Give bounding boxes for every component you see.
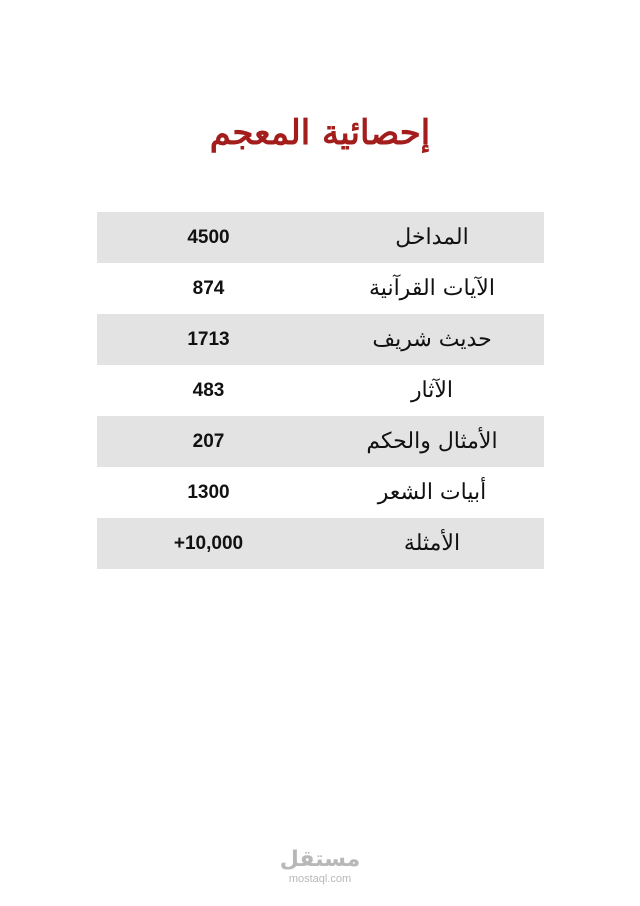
- table-row: [97, 212, 544, 263]
- row-value: +10,000: [173, 532, 244, 554]
- row-value: 1300: [187, 481, 230, 503]
- row-value: 4500: [187, 226, 230, 248]
- watermark-arabic: مستقل: [279, 847, 361, 872]
- row-label: المداخل: [395, 225, 469, 250]
- page-title: إحصائية المعجم: [209, 113, 431, 153]
- row-value: 207: [192, 430, 225, 452]
- table-row: [97, 263, 544, 314]
- row-label: الآثار: [410, 378, 454, 403]
- table-row: [97, 365, 544, 416]
- row-label: الآيات القرآنية: [369, 276, 495, 301]
- row-label: أبيات الشعر: [377, 480, 487, 505]
- watermark-logo: [270, 847, 370, 885]
- table-row: [97, 467, 544, 518]
- row-value: 1713: [187, 328, 230, 350]
- row-label: الأمثال والحكم: [366, 429, 498, 454]
- table-row: [97, 416, 544, 467]
- row-label: حديث شريف: [372, 327, 492, 352]
- row-label: الأمثلة: [403, 531, 461, 556]
- row-value: 483: [192, 379, 225, 401]
- statistics-table: [97, 212, 544, 569]
- table-row: [97, 518, 544, 569]
- row-value: 874: [192, 277, 225, 299]
- table-row: [97, 314, 544, 365]
- watermark-latin: mostaql.com: [288, 873, 352, 885]
